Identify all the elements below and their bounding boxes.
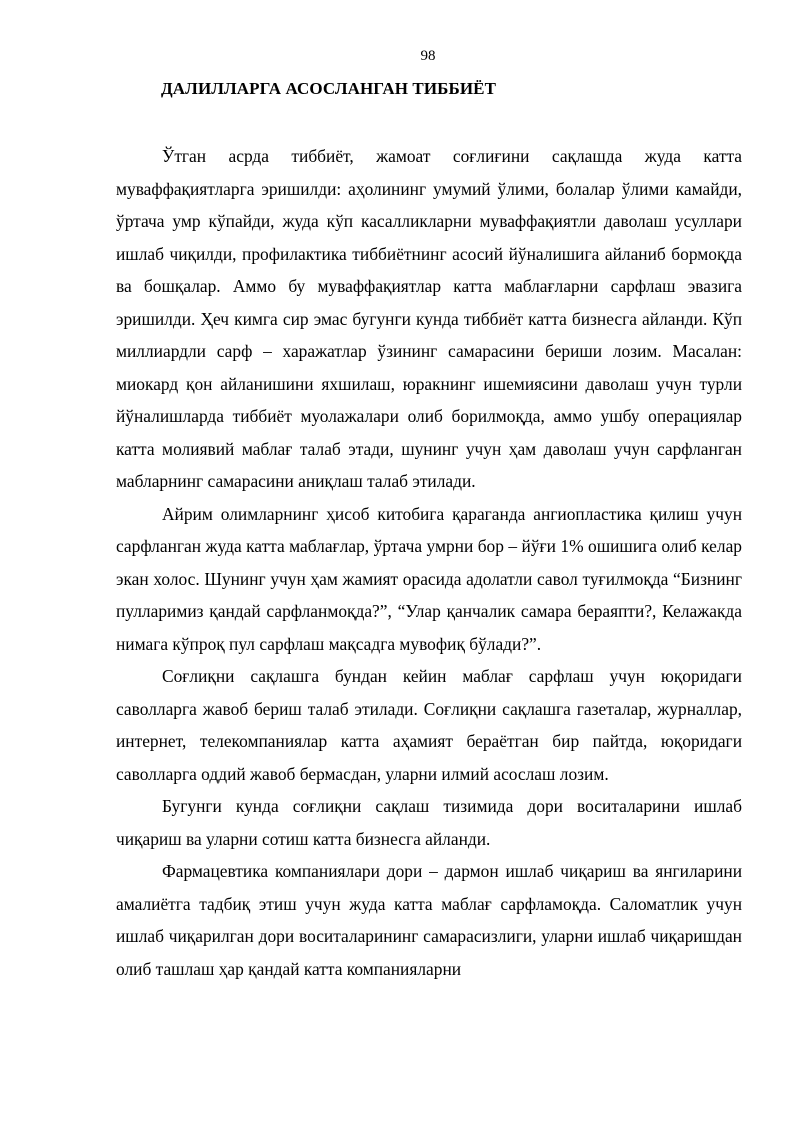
paragraph: Ўтган асрда тиббиёт, жамоат соғлиғини сақлашда жуда катта муваффақиятларга эришилди: аҳолининг умумий ўлими, болалар ўлими камайди, ўртача умр кўпайди, жуда кўп касалликларни муваффақиятли даволаш усуллари ишлаб чиқилди, профилактика тиббиётнинг асосий йўналишига айланиб бормоқда ва бошқалар. Аммо бу муваффақиятлар катта маблағларни сарфлаш эвазига эришилди. Ҳеч кимга сир эмас бугунги кунда тиббиёт катта бизнесга айланди. Кўп миллиардли сарф – харажатлар ўзининг самарасини бериши лозим. Масалан: миокард қон айланишини яхшилаш, юракнинг ишемиясини даволаш учун турли йўналишларда тиббиёт муолажалари олиб борилмоқда, аммо ушбу операциялар катта молиявий маблағ талаб этади, шунинг учун ҳам даволаш учун сарфланган мабларнинг самарасини аниқлаш талаб этилади. [116, 146, 742, 491]
paragraph: Соғлиқни сақлашга бундан кейин маблағ сарфлаш учун юқоридаги саволларга жавоб бериш талаб этилади. Соғлиқни сақлашга газеталар, журналлар, интернет, телекомпаниялар катта аҳамият бераётган бир пайтда, юқоридаги саволларга оддий жавоб бермасдан, уларни илмий асослаш лозим. [116, 666, 742, 784]
page-number: 98 [420, 48, 436, 64]
paragraph: Фармацевтика компаниялари дори – дармон ишлаб чиқариш ва янгиларини амалиётга тадбиқ этиш учун жуда катта маблағ сарфламоқда. Саломатлик учун ишлаб чиқарилган дори воситаларининг самарасизлиги, уларни ишлаб чиқаришдан олиб ташлаш ҳар қандай катта компанияларни [116, 861, 742, 979]
body-text [116, 140, 742, 985]
section-heading: ДАЛИЛЛАРГА АСОСЛАНГАН ТИББИЁТ [161, 79, 497, 98]
paragraph: Бугунги кунда соғлиқни сақлаш тизимида дори воситаларини ишлаб чиқариш ва уларни сотиш катта бизнесга айланди. [116, 796, 742, 849]
paragraph: Айрим олимларнинг ҳисоб китобига қараганда ангиопластика қилиш учун сарфланган жуда катта маблағлар, ўртача умрни бор – йўғи 1% ошишига олиб келар экан холос. Шунинг учун ҳам жамият орасида адолатли савол туғилмоқда “Бизнинг пулларимиз қандай сарфланмоқда?”, “Улар қанчалик самара бераяпти?, Келажакда нимага кўпроқ пул сарфлаш мақсадга мувофиқ бўлади?”. [116, 503, 742, 654]
